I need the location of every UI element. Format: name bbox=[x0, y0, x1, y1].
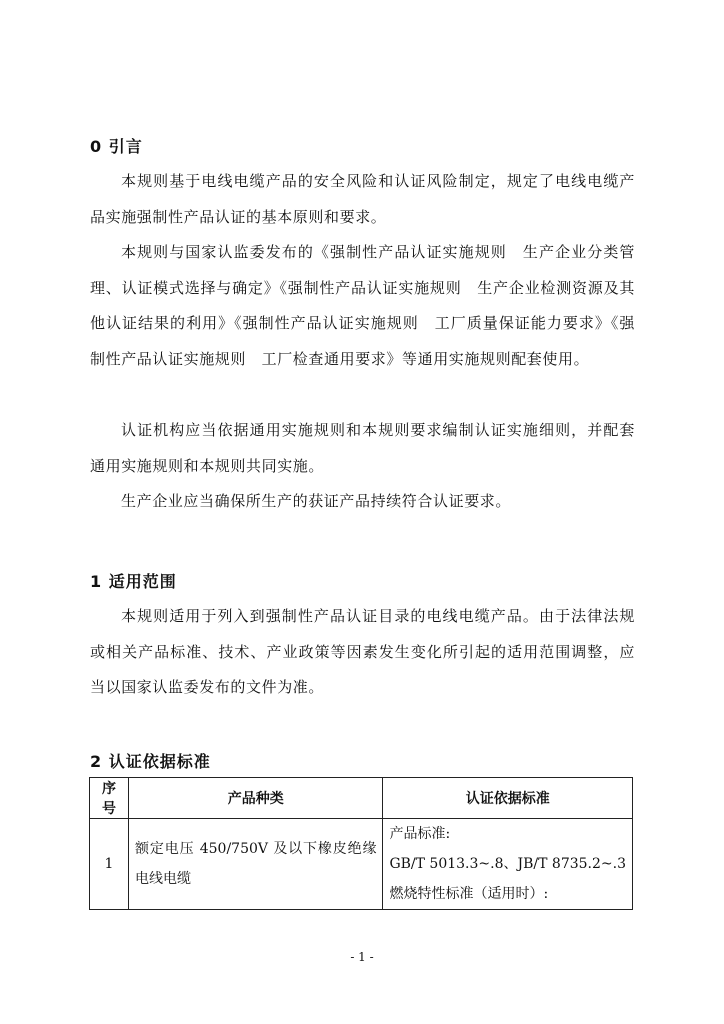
section-heading-scope: 1 适用范围 bbox=[90, 572, 177, 591]
row-number-cell: 1 bbox=[90, 819, 129, 910]
section-heading-introduction: 0 引言 bbox=[90, 137, 143, 156]
standards-table bbox=[89, 777, 633, 910]
column-header-standard: 认证依据标准 bbox=[383, 778, 633, 819]
table-row bbox=[90, 819, 633, 910]
paragraph-intro-2: 本规则与国家认监委发布的《强制性产品认证实施规则 生产企业分类管理、认证模式选择与确定》《强制性产品认证实施规则 生产企业检测资源及其他认证结果的利用》《强制性产品认证实施规则 工厂质量保证能力要求》《强制性产品认证实施规则 工厂检查通用要求》等通用实施规则配套使用。 bbox=[90, 243, 635, 368]
column-header-number: 序号 bbox=[90, 778, 129, 819]
section-heading-standards: 2 认证依据标准 bbox=[90, 752, 211, 771]
paragraph-intro-1: 本规则基于电线电缆产品的安全风险和认证风险制定，规定了电线电缆产品实施强制性产品认证的基本原则和要求。 bbox=[90, 172, 635, 226]
paragraph-intro-3: 认证机构应当依据通用实施规则和本规则要求编制认证实施细则，并配套通用实施规则和本规则共同实施。 bbox=[90, 421, 635, 475]
product-kind-cell: 额定电压 450/750V 及以下橡皮绝缘电线电缆 bbox=[129, 819, 383, 910]
standard-line: 产品标准: bbox=[389, 826, 451, 842]
column-header-product-kind: 产品种类 bbox=[129, 778, 383, 819]
standard-line: 燃烧特性标准（适用时）: bbox=[389, 886, 549, 902]
paragraph-scope-1: 本规则适用于列入到强制性产品认证目录的电线电缆产品。由于法律法规或相关产品标准、技术、产业政策等因素发生变化所引起的适用范围调整，应当以国家认监委发布的文件为准。 bbox=[90, 607, 635, 696]
table-header-row bbox=[90, 778, 633, 819]
paragraph-intro-4: 生产企业应当确保所生产的获证产品持续符合认证要求。 bbox=[121, 492, 512, 510]
standard-cell bbox=[383, 819, 633, 910]
page-number: - 1 - bbox=[350, 950, 374, 964]
standard-line: GB/T 5013.3~.8、JB/T 8735.2~.3 bbox=[389, 856, 626, 872]
